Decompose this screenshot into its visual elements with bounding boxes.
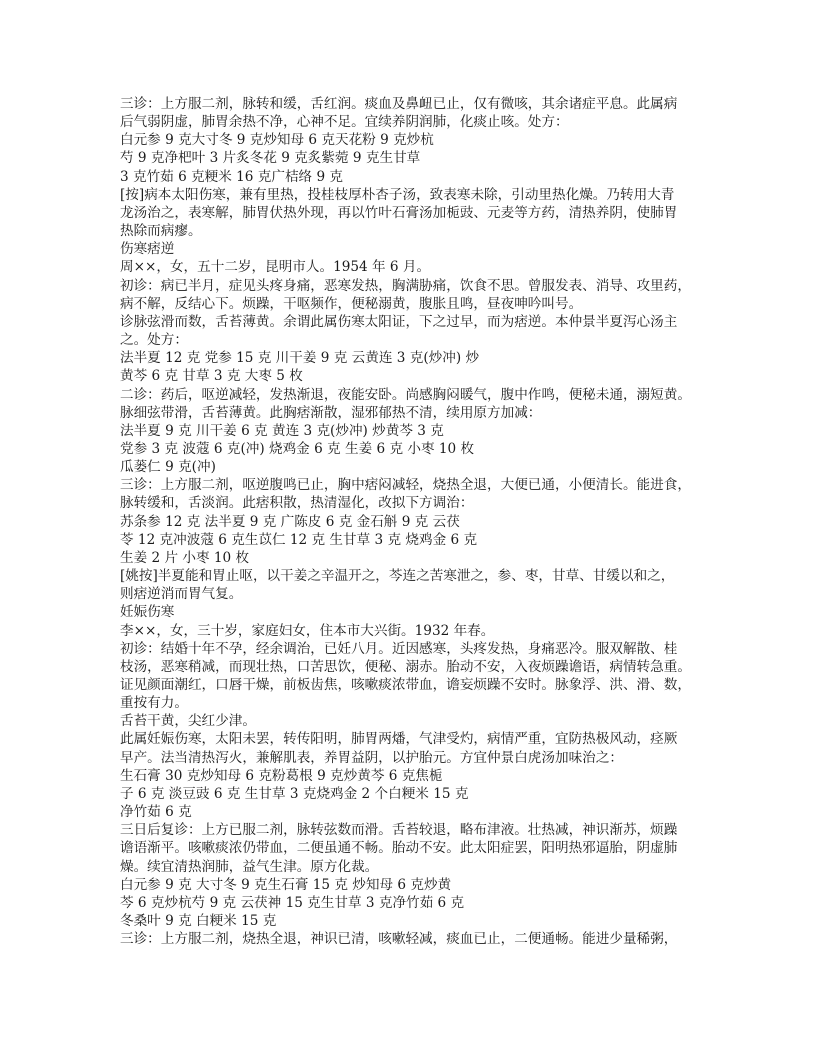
text-line: 谵语渐平。咳嗽痰浓仍带血，二便虽通不畅。胎动不安。此太阳症罢，阳明热邪逼胎，阴虚肺: [120, 840, 678, 857]
text-line: 三日后复诊：上方已服二剂，脉转弦数而滑。舌苔较退，略布津液。壮热减，神识渐苏，烦躁: [120, 822, 678, 839]
prescription-line: 苓 12 克冲波蔻 6 克生苡仁 12 克 生甘草 3 克 烧鸡金 6 克: [120, 531, 478, 548]
text-line: 之。处方：: [120, 332, 188, 349]
text-line: 三诊：上方服二剂，脉转和缓，舌红润。痰血及鼻衄已止，仅有微咳，其余诸症平息。此属病: [120, 96, 678, 112]
note-line: 热除而病瘳。: [120, 223, 202, 240]
text-line: 初诊：结婚十年不孕，经余调治，已妊八月。近因感寒，头疼发热，身痛恶冷。服双解散、桂: [120, 640, 678, 657]
document-body: [120, 95, 710, 948]
section-heading: 妊娠伤寒: [120, 604, 175, 621]
text-line: 枝汤，恶寒稍减，而现壮热，口苦思饮，便秘、溺赤。胎动不安，入夜烦躁谵语，病情转急重。: [120, 658, 691, 675]
note-line: 则痞逆消而胃气复。: [120, 586, 243, 603]
note-line: [按]病本太阳伤寒，兼有里热，投桂枝厚朴杏子汤，致表寒未除，引动里热化燥。乃转用大青: [120, 186, 675, 203]
prescription-line: 子 6 克 淡豆豉 6 克 生甘草 3 克烧鸡金 2 个白粳米 15 克: [120, 785, 469, 802]
text-line: 此属妊娠伤寒，太阳未罢，转传阳明，肺胃两燔，气津受灼，病情严重，宜防热极风动，痉厥: [120, 731, 678, 748]
text-line: 后气弱阴虚，肺胃余热不净，心神不足。宜续养阴润肺，化痰止咳。处方：: [120, 114, 569, 131]
text-line: 舌苔干黄，尖红少津。: [120, 713, 256, 730]
text-line: 脉转缓和，舌淡润。此痞积散，热清湿化，改拟下方调治：: [120, 495, 474, 512]
prescription-line: 白元参 9 克大寸冬 9 克炒知母 6 克天花粉 9 克炒杭: [120, 132, 434, 149]
text-line: 诊脉弦滑而数，舌苔薄黄。余谓此属伤寒太阳证，下之过早，而为痞逆。本仲景半夏泻心汤主: [120, 313, 678, 330]
patient-info: 李××，女，三十岁，家庭妇女，住本市大兴街。1932 年春。: [120, 622, 495, 639]
text-line: 三诊：上方服二剂，呕逆腹鸣已止，胸中痞闷减轻，烧热全退，大便已通，小便清长。能进食，: [120, 477, 691, 494]
text-line: 三诊：上方服二剂，烧热全退，神识已清，咳嗽轻减，痰血已止，二便通畅。能进少量稀粥，: [120, 931, 678, 948]
note-line: [姚按]半夏能和胃止呕，以干姜之辛温开之，芩连之苦寒泄之，参、枣，甘草、甘缓以和之，: [120, 568, 675, 585]
text-line: 病不解，反结心下。烦躁，干呕频作，便秘溺黄，腹胀且鸣，昼夜呻吟叫号。: [120, 295, 583, 312]
prescription-line: 法半夏 12 克 党参 15 克 川干姜 9 克 云黄连 3 克(炒冲) 炒: [120, 350, 480, 367]
prescription-line: 法半夏 9 克 川干姜 6 克 黄连 3 克(炒冲) 炒黄芩 3 克: [120, 422, 444, 439]
prescription-line: 芍 9 克净杷叶 3 片炙冬花 9 克炙紫菀 9 克生甘草: [120, 150, 421, 167]
text-line: 重按有力。: [120, 695, 188, 712]
prescription-line: 芩 6 克炒杭芍 9 克 云茯神 15 克生甘草 3 克净竹茹 6 克: [120, 894, 465, 911]
prescription-line: 生石膏 30 克炒知母 6 克粉葛根 9 克炒黄芩 6 克焦栀: [120, 767, 443, 784]
prescription-line: 净竹茹 6 克: [120, 804, 192, 821]
prescription-line: 白元参 9 克 大寸冬 9 克生石膏 15 克 炒知母 6 克炒黄: [120, 876, 452, 893]
prescription-line: 黄芩 6 克 甘草 3 克 大枣 5 枚: [120, 368, 303, 385]
prescription-line: 党参 3 克 波蔻 6 克(冲) 烧鸡金 6 克 生姜 6 克 小枣 10 枚: [120, 440, 475, 457]
patient-info: 周××，女，五十二岁，昆明市人。1954 年 6 月。: [120, 259, 431, 276]
prescription-line: 瓜蒌仁 9 克(冲): [120, 459, 216, 476]
text-line: 早产。法当清热泻火，兼解肌表，养胃益阴，以护胎元。方宜仲景白虎汤加味治之：: [120, 749, 623, 766]
note-line: 龙汤治之，表寒解，肺胃伏热外现，再以竹叶石膏汤加栀豉、元麦等方药，清热养阴，使肺胃: [120, 204, 678, 221]
text-line: 燥。续宜清热润肺，益气生津。原方化裁。: [120, 858, 379, 875]
text-line: 二诊：药后，呕逆减轻，发热渐退，夜能安卧。尚感胸闷暖气，腹中作鸣，便秘未通，溺短黄。: [120, 386, 691, 403]
text-line: 证见颜面潮红，口唇干燥，前板齿焦，咳嗽痰浓带血，谵妄烦躁不安时。脉象浮、洪、滑、数，: [120, 677, 691, 693]
text-line: 脉细弦带滑，舌苔薄黄。此胸痞渐散，湿邪郁热不清，续用原方加减：: [120, 404, 542, 421]
text-line: 初诊：病已半月，症见头疼身痛，恶寒发热，胸满胁痛，饮食不思。曾服发表、消导、攻里药，: [120, 277, 691, 294]
prescription-line: 冬桑叶 9 克 白粳米 15 克: [120, 913, 277, 930]
prescription-line: 生姜 2 片 小枣 10 枚: [120, 549, 250, 566]
prescription-line: 苏条参 12 克 法半夏 9 克 广陈皮 6 克 金石斛 9 克 云茯: [120, 513, 460, 530]
section-heading: 伤寒痞逆: [120, 241, 175, 258]
prescription-line: 3 克竹茹 6 克粳米 16 克广桔络 9 克: [120, 168, 344, 185]
